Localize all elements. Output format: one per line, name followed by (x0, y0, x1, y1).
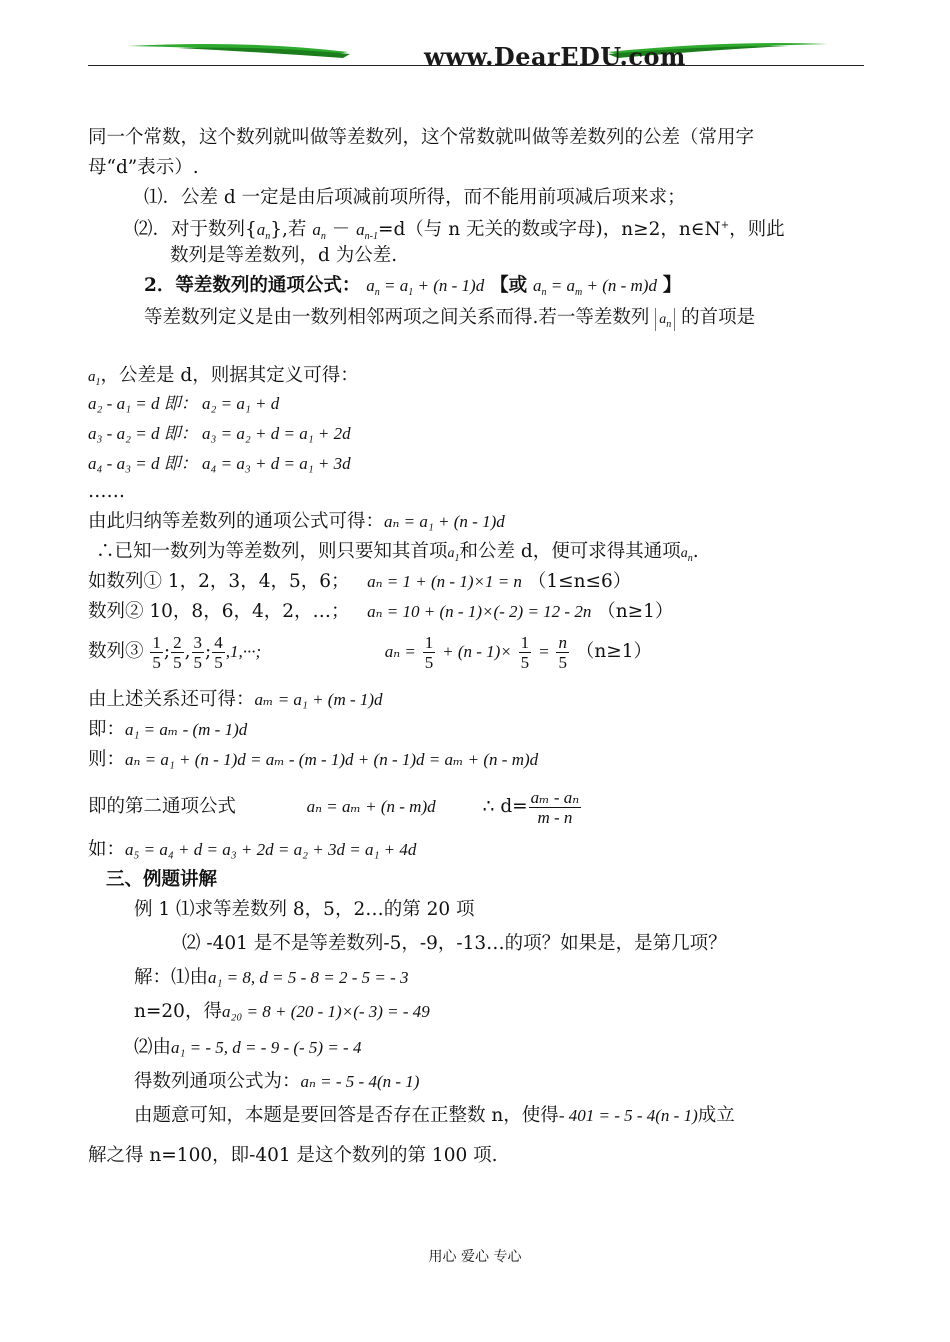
t15b: aₙ = 1 + (n - 1)×1 = n (367, 572, 522, 591)
t18b: aₘ = a₁ + (m - 1)d (254, 690, 383, 709)
header-rule (88, 65, 864, 66)
t21b: aₙ = aₘ + (n - m)d (306, 797, 436, 816)
t30a: 由题意可知，本题是要回答是否存在正整数 n，使得 (134, 1105, 559, 1126)
text-line-3: ⑴．公差 d 一定是由后项减前项所得，而不能用前项减后项来求； (144, 187, 686, 208)
frac-den: 5 (214, 652, 223, 672)
text-line-1: 同一个常数，这个数列就叫做等差数列，这个常数就叫做等差数列的公差（常用字 (88, 127, 755, 148)
frac-num: 1 (520, 632, 530, 652)
text-line-21 (88, 782, 582, 832)
t15a: 如数列① 1，2，3，4，5，6； (88, 571, 350, 592)
t30b: - 401 = - 5 - 4(n - 1) (558, 1106, 698, 1125)
text-line-11: a₄ - a₃ = d 即： a₄ = a₃ + d = a₁ + 3d (88, 454, 351, 473)
text-line-17: 数列③ $\frac{1}{5}$ ; $\frac{2}{5}$ , $\frac{3}{5}$ ; $\frac{4}{5}$ ,1,···; aₙ = $\frac{1}{5}$ + (n - 1)× $\frac{1}{5}$ = $\frac{n}{5}$ （n≥1） (88, 632, 653, 672)
text-line-14: ∴已知一数列为等差数列，则只要知其首项$a_1$和公差 d，便可求得其通项$a_n$. (96, 541, 699, 564)
t7a: 等差数列定义是由一数列相邻两项之间关系而得.若一等差数列 (144, 307, 650, 328)
t22b: a₅ = a₄ + d = a₃ + 2d = a₂ + 3d = a₁ + 4d (125, 840, 417, 859)
t6f: = a (550, 276, 575, 295)
frac-den: 5 (424, 652, 434, 672)
t13b: aₙ = a₁ + (n - 1)d (384, 512, 505, 531)
text-line-27 (134, 1000, 430, 1024)
t17a: 数列③ (88, 641, 144, 662)
t16a: 数列② 10，8，6，4，2，…； (88, 601, 350, 622)
frac-num: 1 (152, 632, 161, 652)
t14b: 和公差 d，便可求得其通项 (459, 541, 681, 562)
t16b: aₙ = 10 + (n - 1)×(- 2) = 12 - 2n (367, 602, 592, 621)
t19b: a₁ = aₘ - (m - 1)d (125, 720, 248, 739)
t6d: + (n - 1)d (417, 276, 485, 295)
seq3-formula-c: = (538, 642, 550, 661)
t6g: + (n - m)d (586, 276, 657, 295)
frac-den: 5 (558, 652, 567, 672)
text-line-19 (88, 718, 247, 742)
text-line-22 (88, 838, 416, 862)
t20a: 则： (88, 749, 126, 770)
frac-den: 5 (173, 652, 182, 672)
text-line-24: 例 1 ⑴求等差数列 8，5，2…的第 20 项 (134, 899, 475, 920)
frac-num: 1 (424, 632, 434, 652)
t7b: 的首项是 (681, 307, 756, 328)
frac-den: 5 (193, 652, 203, 672)
t4c: － (331, 219, 351, 241)
seq3-formula-b: + (n - 1)× (442, 642, 512, 661)
t6c: = a (384, 276, 409, 295)
frac-num: n (558, 632, 567, 652)
text-line-30 (134, 1104, 735, 1128)
t22a: 如： (88, 839, 126, 860)
text-line-25: ⑵ -401 是不是等差数列-5，-9，-13…的项？如果是，是第几项？ (182, 933, 727, 954)
d-frac-den: m - n (537, 807, 573, 827)
text-line-5: 数列是等差数列，d 为公差. (170, 245, 398, 266)
t6e: 【或 (490, 275, 528, 296)
text-line-8: $a_1$，公差是 d，则据其定义可得： (88, 365, 359, 388)
t18a: 由上述关系还可得： (88, 689, 255, 710)
text-line-13 (88, 510, 505, 534)
text-line-12: …… (88, 481, 125, 502)
text-line-29 (134, 1070, 419, 1094)
t4d: =d（与 n 无关的数或字母)，n≥2，n∈N (377, 219, 721, 241)
t14a: ∴已知一数列为等差数列，则只要知其首项 (96, 541, 448, 562)
t30c: 成立 (697, 1105, 735, 1126)
t27a: n=20，得 (134, 1001, 222, 1022)
t29b: aₙ = - 5 - 4(n - 1) (300, 1072, 420, 1091)
t28b: a₁ = - 5, d = - 9 - (- 5) = - 4 (171, 1038, 362, 1057)
t6h: 】 (662, 275, 682, 296)
d-frac-num: aₘ - aₙ (530, 787, 580, 807)
t19a: 即： (88, 719, 126, 740)
t14c: . (692, 541, 699, 562)
t28a: ⑵由 (134, 1037, 172, 1058)
text-line-31: 解之得 n=100，即-401 是这个数列的第 100 项. (88, 1145, 498, 1166)
t26b: a₁ = 8, d = 5 - 8 = 2 - 5 = - 3 (208, 968, 409, 987)
text-line-15 (88, 570, 631, 594)
text-line-6: 2．等差数列的通项公式： $a_n = a_1 + (n - 1)d$ 【或 $a_n = a_m + (n - m)d$ 】 (144, 275, 682, 298)
text-line-4: ⑵．对于数列$\{a_n\}$,若 $a_n - a_{n-1}=d$（与 n 无关的数或字母)，n≥2，n∈N+，则此 (134, 219, 785, 243)
text-line-26 (134, 966, 409, 990)
text-line-7: 等差数列定义是由一数列相邻两项之间关系而得.若一等差数列 $a_n$ 的首项是 (144, 307, 756, 330)
t29a: 得数列通项公式为： (134, 1071, 301, 1092)
formula-title: 2．等差数列的通项公式： (144, 275, 361, 296)
page-header (88, 36, 864, 76)
text-line-10: a₃ - a₂ = d 即： a₃ = a₂ + d = a₁ + 2d (88, 424, 351, 443)
t15c: （1≤n≤6） (527, 571, 632, 592)
frac-den: 5 (152, 652, 161, 672)
frac-num: 2 (173, 632, 182, 652)
section-heading: 三、例题讲解 (106, 869, 218, 890)
t13a: 由此归纳等差数列的通项公式可得： (88, 511, 385, 532)
t17b: （n≥1） (575, 641, 653, 662)
t20b: aₙ = a₁ + (n - 1)d = aₘ - (m - 1)d + (n - 1)d = aₘ + (n - m)d (125, 750, 539, 769)
frac-num: 3 (193, 632, 203, 652)
t16c: （n≥1） (597, 601, 674, 622)
text-line-16 (88, 600, 673, 624)
frac-den: 5 (520, 652, 530, 672)
text-line-20 (88, 748, 538, 772)
t27b: a₂₀ = 8 + (20 - 1)×(- 3) = - 49 (221, 1002, 430, 1021)
t21a: 即的第二通项公式 (88, 796, 237, 817)
t4e: ，则此 (729, 219, 785, 241)
t26a: 解：⑴由 (134, 967, 209, 988)
text-line-18 (88, 688, 383, 712)
seq3-formula-a: aₙ = (384, 642, 416, 661)
t4b: },若 (270, 219, 307, 241)
text-line-28 (134, 1036, 361, 1060)
text-line-2: 母“d”表示）. (88, 157, 199, 178)
seq3-tail: ,1,···; (225, 642, 262, 661)
t21c: ∴ d= (482, 796, 528, 817)
site-url: www.DearEDU.com (424, 42, 686, 71)
text-line-9: a₂ - a₁ = d 即： a₂ = a₁ + d (88, 394, 280, 413)
page-footer: 用心 爱心 专心 (428, 1249, 522, 1265)
t4a: ⑵．对于数列{ (134, 219, 257, 241)
t6b: a (366, 276, 375, 295)
t8: ，公差是 d，则据其定义可得： (100, 365, 359, 386)
frac-num: 4 (214, 632, 223, 652)
